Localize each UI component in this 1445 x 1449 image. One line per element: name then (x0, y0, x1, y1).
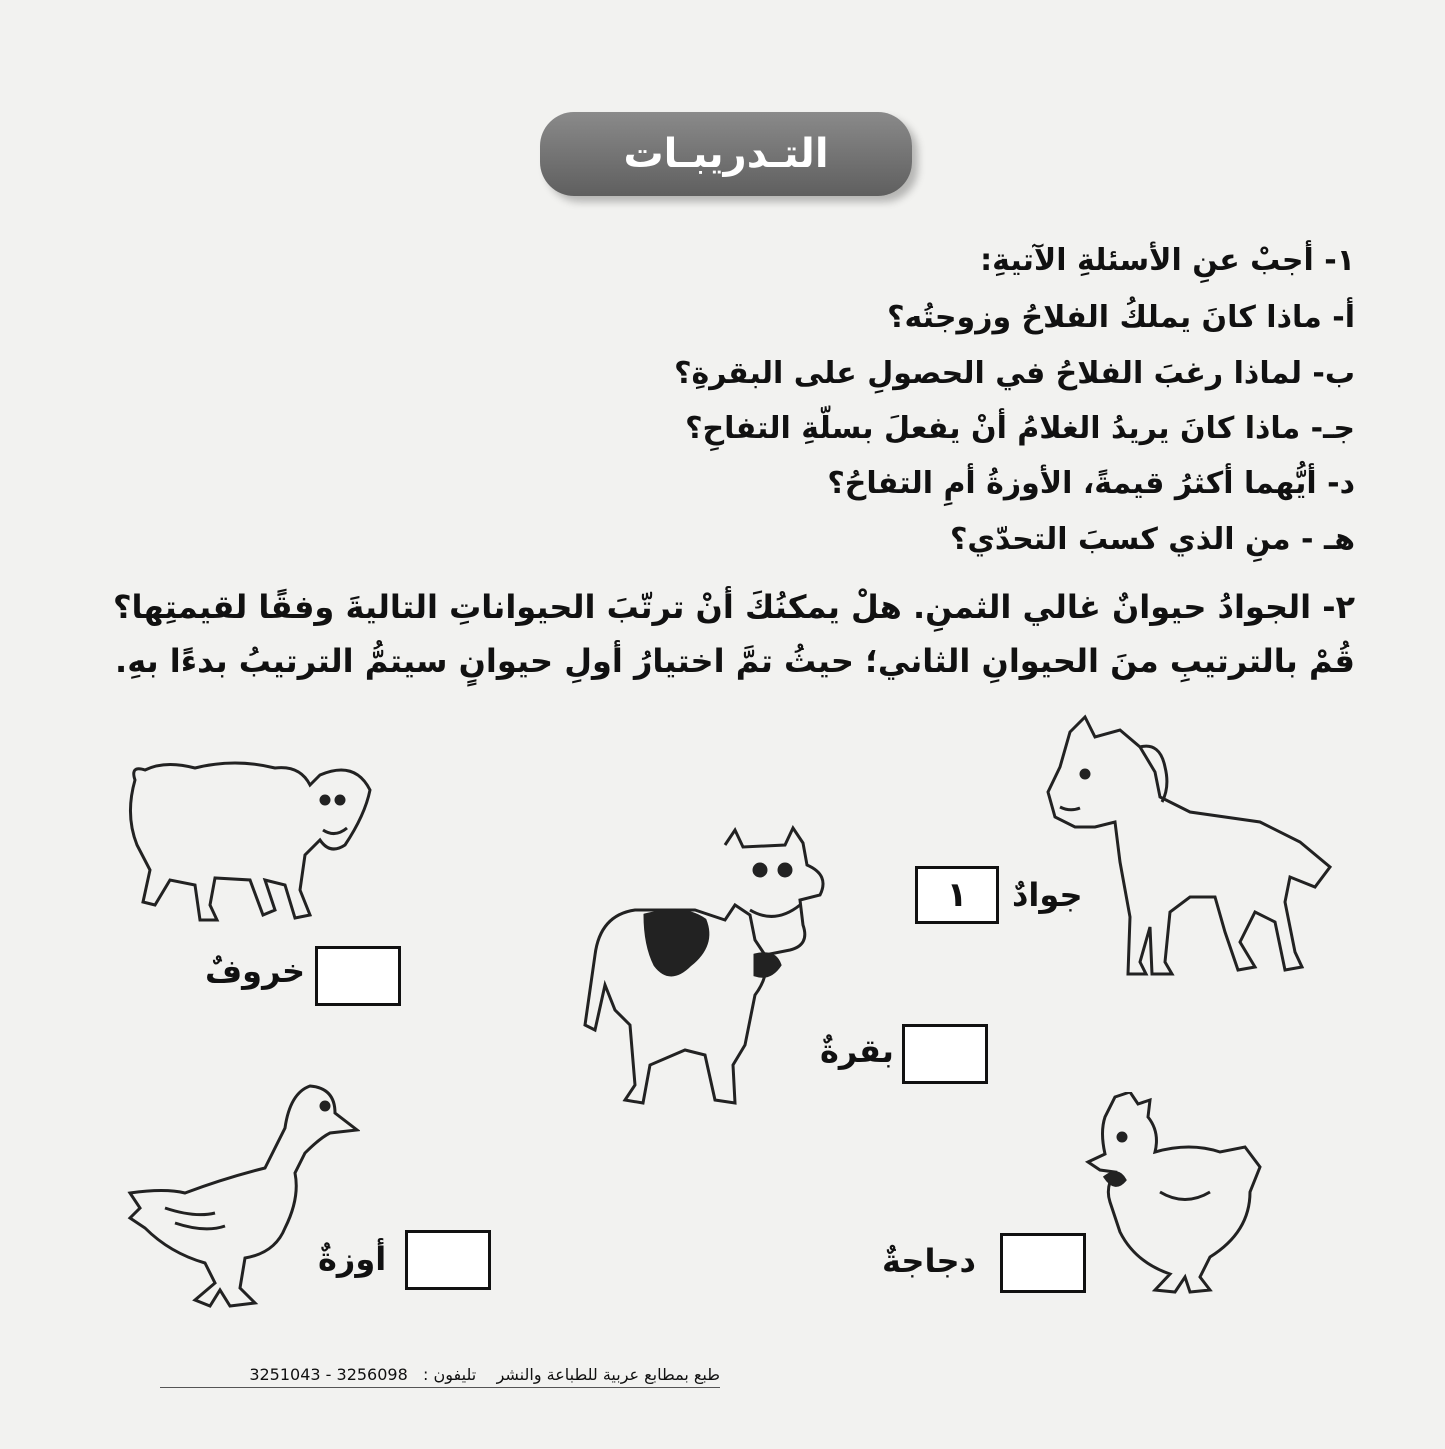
cow-rank-box[interactable] (902, 1024, 988, 1084)
goose-rank-box[interactable] (405, 1230, 491, 1290)
phone-label: تليفون : (423, 1365, 477, 1384)
question-1e: هـ - منِ الذي كسبَ التحدّي؟ (949, 522, 1355, 557)
sheep-rank-box[interactable] (315, 946, 401, 1006)
question-2-line-2: قُمْ بالترتيبِ منَ الحيوانِ الثاني؛ حيثُ تمَّ اختيارُ أولِ حيوانٍ سيتمُّ الترتيبُ بدءًا بهِ. (115, 642, 1355, 680)
section-title: التـدريبـات (623, 131, 829, 177)
sheep-label: خروفٌ (205, 952, 306, 990)
phone-numbers: 3251043 - 3256098 (249, 1365, 408, 1384)
sheep-illustration (125, 760, 380, 930)
horse-illustration (1040, 712, 1345, 992)
chicken-illustration (1060, 1092, 1265, 1297)
cow-label: بقرةٌ (820, 1032, 894, 1070)
chicken-label: دجاجةٌ (882, 1242, 976, 1280)
cow-illustration (575, 825, 840, 1110)
goose-label: أوزةٌ (318, 1240, 387, 1278)
publisher-name: طبع بمطابع عربية للطباعة والنشر (496, 1365, 720, 1384)
section-title-banner (540, 112, 912, 196)
question-1-heading: ١- أجبْ عنِ الأسئلةِ الآتيةِ: (980, 243, 1355, 278)
chicken-rank-box[interactable] (1000, 1233, 1086, 1293)
question-1b: ب- لماذا رغبَ الفلاحُ في الحصولِ على البقرةِ؟ (674, 356, 1355, 391)
horse-label: جوادٌ (1012, 876, 1083, 914)
publisher-footer (160, 1365, 720, 1388)
question-1d: د- أيُّهما أكثرُ قيمةً، الأوزةُ أمِ التفاحُ؟ (827, 466, 1355, 501)
question-1c: جـ- ماذا كانَ يريدُ الغلامُ أنْ يفعلَ بسلّةِ التفاحِ؟ (685, 411, 1355, 446)
horse-rank-box[interactable]: ١ (915, 866, 999, 924)
question-2-line-1: ٢- الجوادُ حيوانٌ غالي الثمنِ. هلْ يمكنُكَ أنْ ترتّبَ الحيواناتِ التاليةَ وفقًا لقيمتِها؟ (112, 588, 1355, 626)
question-1a: أ- ماذا كانَ يملكُ الفلاحُ وزوجتُه؟ (887, 300, 1355, 335)
